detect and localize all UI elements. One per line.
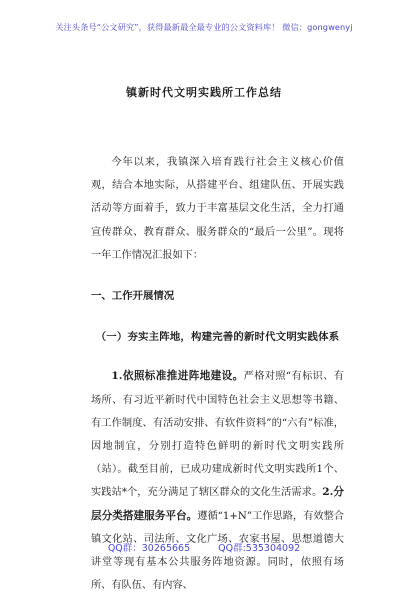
subsection-heading: （一）夯实主阵地，构建完善的新时代文明实践体系 [95, 331, 340, 344]
footer-qq-right: QQ群:535304092 [218, 543, 301, 554]
header-note: 关注头条号“公文研究”，获得最新最全最专业的公文资料库！ 微信：gongwenyj [55, 22, 353, 32]
footer-qq-left: QQ群：30265665 [107, 543, 191, 554]
point-2-text: 遵循“1+N”工作思路，有效整合镇文化站、司法所、文化广场、农家书屋、思想道德大讲堂等现有基本公共服务阵地资源。同时，依照有场所、有队伍、有内容、 [91, 510, 344, 592]
point-1-text: 严格对照“有标识、有场所、有习近平新时代中国特色社会主义思想等书籍、有工作制度、有活动安排、有软件资料”的“六有”标准，因地制宜，分别打造特色鲜明的新时代文明实践所（站）。截至目前，已成功建成新时代文明实践所1个、实践站*个，充分满足了辖区群众的文化生活需求。 [91, 371, 344, 499]
document-title: 镇新时代文明实践所工作总结 [126, 86, 282, 99]
footer-contacts [0, 540, 408, 554]
section-heading: 一、工作开展情况 [91, 290, 175, 303]
point-1-title: 1.依照标准推进阵地建设。 [111, 370, 244, 383]
document-body [91, 151, 344, 597]
body-paragraph [91, 365, 344, 597]
point-2-title: 2.分层分类搭建服务平台。 [91, 486, 345, 522]
intro-paragraph: 今年以来，我镇深入培育践行社会主义核心价值观，结合本地实际，从搭建平台、组建队伍、开展实践活动等方面着手，致力于丰富基层文化生活，全力打通宣传群众、教育群众、服务群众的“最后一公里”。现将一年工作情况汇报如下： [91, 157, 344, 261]
